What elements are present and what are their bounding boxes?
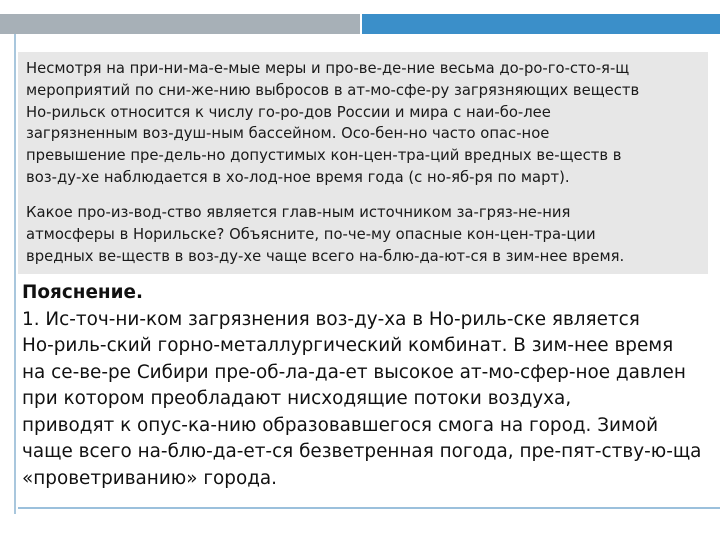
- answer-block: [22, 280, 701, 492]
- left-border-line: [14, 34, 16, 514]
- header-bar-gray: [0, 14, 360, 34]
- bottom-border-line: [18, 507, 720, 509]
- header-bar-blue: [362, 14, 720, 34]
- task-paragraph-question: Какое про-из-вод-ство является глав-ным источником за-гряз-не-ния атмосферы в Норильске? Объясните, по-че-му опасные кон-цен-тра-ции вредных ве-ществ в воз-ду-хе чаще всего на-блю-да-ют-ся в зим-нее время.: [26, 204, 625, 265]
- answer-text: 1. Ис-точ-ни-ком загрязнения воз-ду-ха в Но-риль-ске является Но-риль-ский горно-металлургический комбинат. В зим-нее время на се-ве-ре Сибири пре-об-ла-да-ет высокое ат-мо-сфер-ное давлен при котором преобладают нисходящие потоки воздуха, приводят к опус-ка-нию образовавшегося смога на город. Зимой чаще всего на-блю-да-ет-ся безветренная погода, пре-пят-ству-ю-ща «проветриванию» города.: [22, 308, 702, 489]
- answer-heading: Пояснение.: [22, 282, 143, 303]
- task-paragraph-context: Несмотря на при-ни-ма-е-мые меры и про-ве-де-ние весьма до-ро-го-сто-я-щ мероприятий по сни-же-нию выбросов в ат-мо-сфе-ру загрязняющих веществ Но-рильск относится к числу го-ро-дов России и мира с наи-бо-лее загрязненным воз-душ-ным бассейном. Осо-бен-но часто опас-ное превышение пре-дель-но допустимых кон-цен-тра-ций вредных ве-ществ в воз-ду-хе наблюдается в хо-лод-ное время года (с но-яб-ря по март).: [26, 60, 640, 186]
